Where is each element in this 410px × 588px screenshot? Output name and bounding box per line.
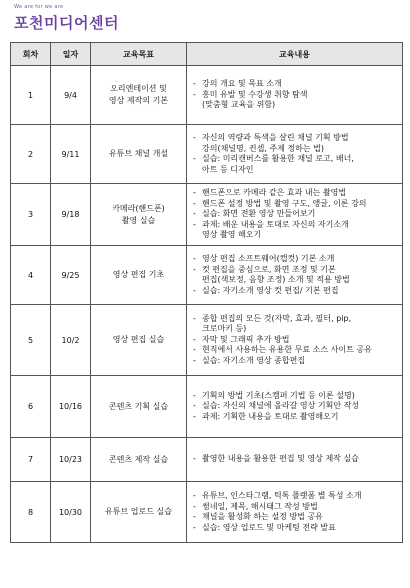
content-list — [193, 454, 396, 465]
content-list — [193, 491, 396, 533]
table-body — [11, 66, 403, 543]
table-header-row — [11, 43, 403, 66]
content-item: - 실습: 자기소개 영상 종합편집 — [193, 356, 396, 367]
session-cell: 5 — [11, 305, 51, 376]
goal-cell: 유튜브 업로드 실습 — [91, 482, 187, 543]
date-cell: 10/23 — [51, 438, 91, 482]
content-list — [193, 254, 396, 296]
content-item: - 채널을 활성화 하는 설정 방법 공유 — [193, 512, 396, 523]
content-list — [193, 391, 396, 423]
curriculum-table — [10, 42, 403, 543]
date-cell: 10/16 — [51, 376, 91, 438]
content-item: - 실습: 자기소개 영상 컷 편집/ 기본 편집 — [193, 286, 396, 297]
content-cell — [187, 184, 403, 246]
content-item: - 현직에서 사용하는 유용한 무료 소스 사이트 공유 — [193, 345, 396, 356]
header-goal: 교육목표 — [91, 43, 187, 66]
date-cell: 9/25 — [51, 246, 91, 305]
content-item: - 영상 편집 소프트웨어(캡컷) 기본 소개 — [193, 254, 396, 265]
date-cell: 9/4 — [51, 66, 91, 125]
content-list — [193, 188, 396, 241]
goal-cell: 유튜브 채널 개설 — [91, 125, 187, 184]
session-cell: 2 — [11, 125, 51, 184]
session-cell: 4 — [11, 246, 51, 305]
content-item: - 썸네일, 제목, 해시태그 작성 방법 — [193, 502, 396, 513]
content-item: - 기획의 방법 기초(스캠퍼 기법 등 이론 설명) — [193, 391, 396, 402]
header-content: 교육내용 — [187, 43, 403, 66]
content-cell — [187, 438, 403, 482]
header-date: 일자 — [51, 43, 91, 66]
table-row — [11, 184, 403, 246]
content-cell — [187, 66, 403, 125]
session-cell: 3 — [11, 184, 51, 246]
content-cell — [187, 125, 403, 184]
table-row — [11, 376, 403, 438]
content-cell — [187, 376, 403, 438]
content-item: - 과제: 배운 내용을 토대로 자신의 자기소개 영상 촬영 해오기 — [193, 220, 396, 241]
date-cell: 9/18 — [51, 184, 91, 246]
content-item: - 실습: 미리캔버스를 활용한 채널 로고, 배너, 아트 등 디자인 — [193, 154, 396, 175]
content-item: - 유튜브, 인스타그램, 틱톡 플랫폼 별 특성 소개 — [193, 491, 396, 502]
content-cell — [187, 482, 403, 543]
content-item: - 촬영한 내용을 활용한 편집 및 영상 제작 실습 — [193, 454, 396, 465]
date-cell: 10/2 — [51, 305, 91, 376]
session-cell: 6 — [11, 376, 51, 438]
content-item: - 컷 편집을 중심으로, 화면 조정 및 기본 편집(색보정, 음향 조정) 소개 및 적용 방법 — [193, 265, 396, 286]
table-row — [11, 246, 403, 305]
content-cell — [187, 305, 403, 376]
goal-cell: 콘텐츠 기획 실습 — [91, 376, 187, 438]
session-cell: 7 — [11, 438, 51, 482]
logo-tagline: We are for we are — [14, 4, 64, 10]
content-item: - 실습: 영상 업로드 및 마케팅 전략 발표 — [193, 523, 396, 534]
goal-cell: 카메라(핸드폰) 촬영 실습 — [91, 184, 187, 246]
content-item: - 종합 편집의 모든 것(자막, 효과, 필터, pip, 크로마키 등) — [193, 314, 396, 335]
content-list — [193, 79, 396, 111]
goal-cell: 영상 편집 기초 — [91, 246, 187, 305]
content-cell — [187, 246, 403, 305]
content-item: - 실습: 자신의 채널에 올라갈 영상 기획안 작성 — [193, 401, 396, 412]
header-session: 회차 — [11, 43, 51, 66]
content-item: - 강의 개요 및 목표 소개 — [193, 79, 396, 90]
content-list — [193, 314, 396, 367]
content-list — [193, 133, 396, 175]
content-item: - 흥미 유발 및 수강생 취향 탐색 (맞춤형 교육을 위함) — [193, 90, 396, 111]
table-row — [11, 66, 403, 125]
table-row — [11, 438, 403, 482]
content-item: - 실습: 화면 전환 영상 만들어보기 — [193, 209, 396, 220]
content-item: - 자신의 역량과 특색을 살린 채널 기획 방법 강의(채널명, 컨셉, 주제 정하는 법) — [193, 133, 396, 154]
goal-cell: 영상 편집 실습 — [91, 305, 187, 376]
table-row — [11, 482, 403, 543]
date-cell: 10/30 — [51, 482, 91, 543]
content-item: - 자막 및 그래픽 추가 방법 — [193, 335, 396, 346]
session-cell: 1 — [11, 66, 51, 125]
content-item: - 핸드폰으로 카메라 같은 효과 내는 촬영법 — [193, 188, 396, 199]
session-cell: 8 — [11, 482, 51, 543]
content-item: - 핸드폰 설정 방법 및 촬영 구도, 앵글, 이론 강의 — [193, 199, 396, 210]
table-row — [11, 125, 403, 184]
goal-cell: 콘텐츠 제작 실습 — [91, 438, 187, 482]
goal-cell: 오리엔테이션 및 영상 제작의 기본 — [91, 66, 187, 125]
date-cell: 9/11 — [51, 125, 91, 184]
table-row — [11, 305, 403, 376]
content-item: - 과제: 기획한 내용을 토대로 촬영해오기 — [193, 412, 396, 423]
logo-name: 포천미디어센터 — [14, 14, 119, 32]
